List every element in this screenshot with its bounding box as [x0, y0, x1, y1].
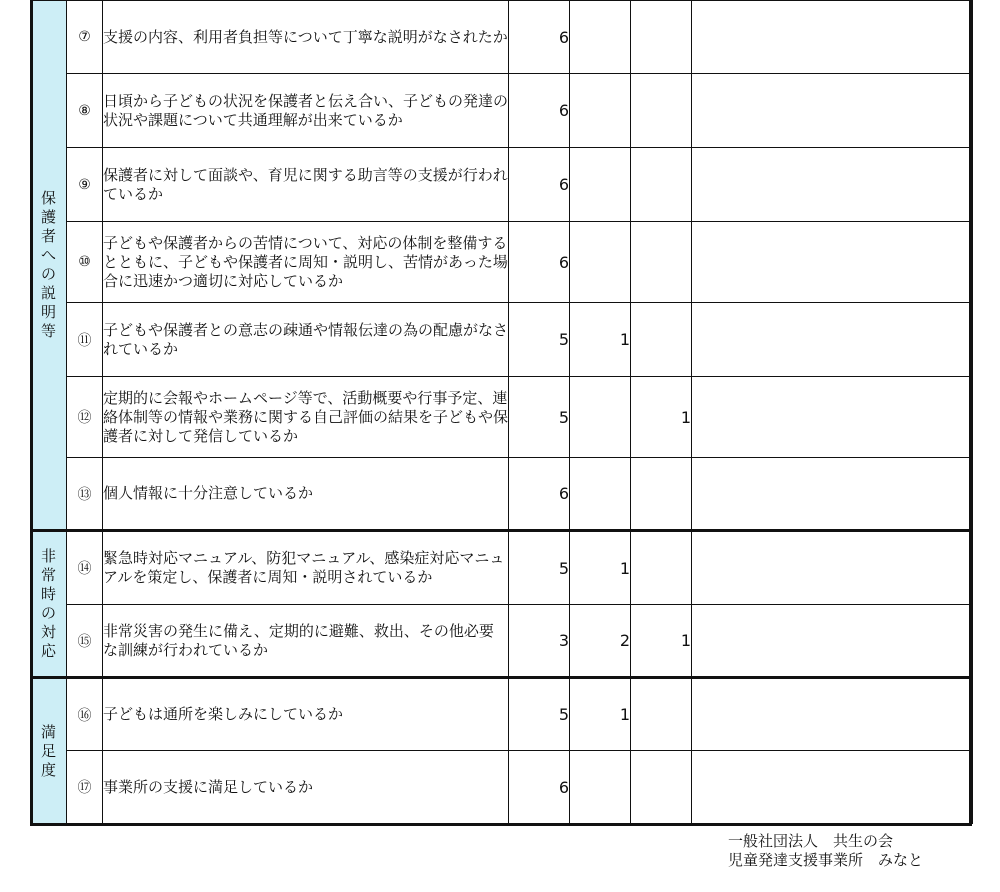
count-col-1: 6	[509, 458, 570, 531]
table-row	[31, 377, 973, 458]
count-col-1: 6	[509, 751, 570, 824]
count-col-1: 5	[509, 377, 570, 458]
item-question: 事業所の支援に満足しているか	[103, 751, 509, 824]
count-col-1: 3	[509, 605, 570, 678]
item-question: 支援の内容、利用者負担等について丁寧な説明がなされたか	[103, 1, 509, 74]
item-number: ⑫	[67, 377, 103, 458]
table-row	[31, 751, 973, 824]
count-col-2	[570, 74, 631, 148]
organization-footer	[728, 832, 923, 870]
count-col-3	[631, 1, 692, 74]
count-col-2: 1	[570, 531, 631, 605]
item-number: ⑭	[67, 531, 103, 605]
count-col-3	[631, 751, 692, 824]
table-row	[31, 678, 973, 751]
category-emergency: 非常時の対応	[31, 531, 67, 678]
note-cell	[692, 222, 973, 303]
item-question: 子どもや保護者との意志の疎通や情報伝達の為の配慮がなされているか	[103, 303, 509, 377]
organization-name: 一般社団法人 共生の会	[728, 832, 894, 850]
count-col-3	[631, 303, 692, 377]
category-satisfaction: 満足度	[31, 678, 67, 824]
table-row	[31, 222, 973, 303]
evaluation-table	[30, 0, 973, 824]
note-cell	[692, 531, 973, 605]
item-number: ⑰	[67, 751, 103, 824]
table-row	[31, 605, 973, 678]
count-col-2: 1	[570, 678, 631, 751]
count-col-3	[631, 222, 692, 303]
note-cell	[692, 303, 973, 377]
item-number: ⑮	[67, 605, 103, 678]
note-cell	[692, 678, 973, 751]
item-question: 非常災害の発生に備え、定期的に避難、救出、その他必要な訓練が行われているか	[103, 605, 509, 678]
count-col-2: 1	[570, 303, 631, 377]
table-row	[31, 148, 973, 222]
count-col-1: 6	[509, 148, 570, 222]
item-number: ⑦	[67, 1, 103, 74]
count-col-3: 1	[631, 605, 692, 678]
count-col-3	[631, 74, 692, 148]
note-cell	[692, 74, 973, 148]
category-explanation: 保護者への説明等	[31, 1, 67, 531]
note-cell	[692, 458, 973, 531]
item-number: ⑪	[67, 303, 103, 377]
count-col-1: 5	[509, 531, 570, 605]
table-row	[31, 303, 973, 377]
item-question: 個人情報に十分注意しているか	[103, 458, 509, 531]
table-row	[31, 1, 973, 74]
count-col-2	[570, 1, 631, 74]
count-col-2	[570, 751, 631, 824]
count-col-2	[570, 377, 631, 458]
table-row	[31, 74, 973, 148]
item-number: ⑬	[67, 458, 103, 531]
note-cell	[692, 148, 973, 222]
count-col-2	[570, 222, 631, 303]
count-col-1: 6	[509, 222, 570, 303]
item-number: ⑩	[67, 222, 103, 303]
table-row	[31, 531, 973, 605]
count-col-2	[570, 458, 631, 531]
item-question: 子どもは通所を楽しみにしているか	[103, 678, 509, 751]
item-question: 日頃から子どもの状況を保護者と伝え合い、子どもの発達の状況や課題について共通理解が出来ているか	[103, 74, 509, 148]
item-number: ⑨	[67, 148, 103, 222]
note-cell	[692, 605, 973, 678]
item-number: ⑯	[67, 678, 103, 751]
note-cell	[692, 751, 973, 824]
facility-name: 児童発達支援事業所 みなと	[728, 851, 924, 869]
count-col-2: 2	[570, 605, 631, 678]
item-question: 定期的に会報やホームページ等で、活動概要や行事予定、連絡体制等の情報や業務に関する自己評価の結果を子どもや保護者に対して発信しているか	[103, 377, 509, 458]
count-col-1: 5	[509, 678, 570, 751]
count-col-2	[570, 148, 631, 222]
item-number: ⑧	[67, 74, 103, 148]
table-row	[31, 458, 973, 531]
count-col-1: 6	[509, 74, 570, 148]
count-col-3: 1	[631, 377, 692, 458]
item-question: 保護者に対して面談や、育児に関する助言等の支援が行われているか	[103, 148, 509, 222]
item-question: 緊急時対応マニュアル、防犯マニュアル、感染症対応マニュアルを策定し、保護者に周知・説明されているか	[103, 531, 509, 605]
count-col-3	[631, 148, 692, 222]
count-col-3	[631, 678, 692, 751]
note-cell	[692, 1, 973, 74]
count-col-3	[631, 458, 692, 531]
count-col-1: 5	[509, 303, 570, 377]
note-cell	[692, 377, 973, 458]
count-col-3	[631, 531, 692, 605]
item-question: 子どもや保護者からの苦情について、対応の体制を整備するとともに、子どもや保護者に周知・説明し、苦情があった場合に迅速かつ適切に対応しているか	[103, 222, 509, 303]
count-col-1: 6	[509, 1, 570, 74]
